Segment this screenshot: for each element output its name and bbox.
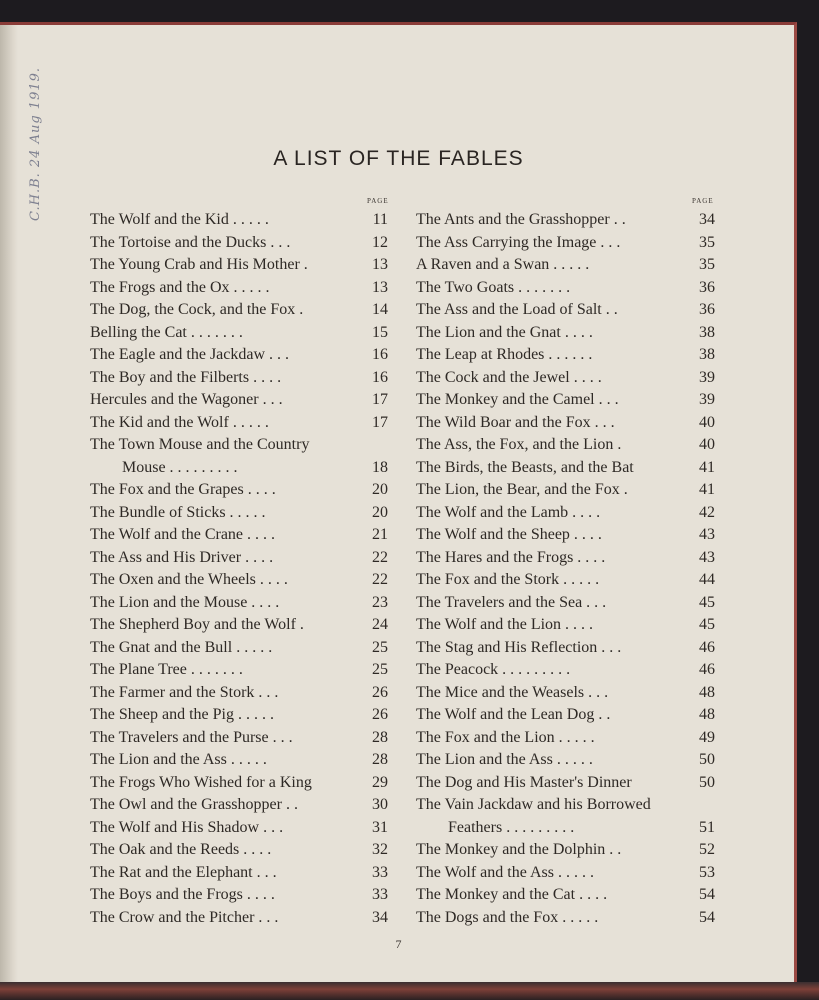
fable-page-number: 36: [699, 278, 715, 296]
fable-page-number: 35: [699, 256, 715, 273]
fable-page-number: 42: [699, 503, 715, 521]
fable-page-number: 51: [699, 818, 715, 836]
fable-entry: [90, 457, 388, 480]
fable-entry: [90, 524, 388, 547]
fable-title: The Oak and the Reeds . . . .: [90, 841, 272, 858]
fable-entry: [416, 277, 715, 300]
fable-title: The Wild Boar and the Fox . . .: [416, 413, 615, 431]
fable-entry: [90, 749, 388, 772]
fable-page-number: 18: [372, 458, 388, 476]
fable-page-number: 54: [699, 886, 715, 903]
book-page: [0, 22, 797, 982]
fable-page-number: 13: [372, 256, 388, 273]
fable-title: The Boy and the Filberts . . . .: [90, 368, 282, 386]
fable-entry: [416, 367, 715, 390]
fable-page-number: 26: [372, 706, 388, 723]
fable-page-number: 31: [372, 818, 388, 836]
fable-entry: [416, 569, 715, 592]
fable-page-number: 30: [372, 796, 388, 813]
fable-title: The Dog, the Cock, and the Fox .: [90, 301, 304, 318]
fable-title: The Monkey and the Camel . . .: [416, 391, 619, 408]
page-title: A LIST OF THE FABLES: [273, 147, 524, 170]
fable-entry: [416, 749, 715, 772]
fable-entry: [90, 569, 388, 592]
fable-entry: [416, 884, 715, 907]
fable-entry: [416, 479, 715, 502]
fable-page-number: 50: [699, 773, 715, 791]
fable-page-number: 44: [699, 571, 715, 588]
handwritten-inscription: C.H.B. 24 Aug 1919.: [28, 66, 43, 221]
fable-page-number: 35: [699, 233, 715, 251]
fable-entry: [416, 704, 715, 727]
fable-entry: [90, 299, 388, 322]
fable-entry: [90, 592, 388, 615]
fable-title: The Wolf and the Ass . . . . .: [416, 863, 594, 881]
fable-title: The Shepherd Boy and the Wolf .: [90, 616, 304, 633]
fable-page-number: 21: [372, 526, 388, 543]
fable-entry: [416, 232, 715, 255]
fable-entry: [416, 817, 715, 840]
fable-title: The Lion and the Gnat . . . .: [416, 323, 593, 341]
fable-page-number: 43: [699, 548, 715, 566]
fable-title: The Wolf and the Sheep . . . .: [416, 526, 602, 543]
fable-entry: [90, 682, 388, 705]
fable-title: The Lion and the Ass . . . . .: [416, 751, 593, 768]
left-fable-column: [90, 209, 388, 929]
fable-page-number: 14: [372, 301, 388, 318]
fable-title: The Stag and His Reflection . . .: [416, 638, 622, 656]
fable-page-number: 16: [372, 346, 388, 363]
fable-page-number: 25: [372, 661, 388, 678]
fable-entry: [90, 547, 388, 570]
fable-entry: [90, 254, 388, 277]
fable-entry: [90, 389, 388, 412]
fable-title: The Crow and the Pitcher . . .: [90, 908, 279, 926]
fable-page-number: 48: [699, 706, 715, 723]
fable-entry: [416, 299, 715, 322]
fable-entry: [416, 682, 715, 705]
fable-page-number: 46: [699, 661, 715, 678]
fable-page-number: 48: [699, 683, 715, 701]
fable-title: The Plane Tree . . . . . . .: [90, 661, 243, 678]
fable-entry: [416, 434, 715, 457]
fable-title: The Sheep and the Pig . . . . .: [90, 706, 274, 723]
fable-title: The Monkey and the Cat . . . .: [416, 886, 608, 903]
fable-entry: [416, 344, 715, 367]
fable-entry: [416, 592, 715, 615]
fable-page-number: 25: [372, 638, 388, 656]
fable-entry: [90, 772, 388, 795]
left-page-header: PAGE: [367, 197, 389, 205]
fable-page-number: 13: [372, 278, 388, 296]
fable-page-number: 20: [372, 503, 388, 521]
fable-title: The Ass Carrying the Image . . .: [416, 233, 621, 251]
fable-title: The Peacock . . . . . . . . .: [416, 661, 571, 678]
fable-title: The Travelers and the Purse . . .: [90, 728, 293, 746]
fable-title: The Cock and the Jewel . . . .: [416, 368, 602, 386]
fable-title: The Vain Jackdaw and his Borrowed: [416, 796, 651, 813]
fable-title: The Ass and the Load of Salt . .: [416, 301, 618, 318]
fable-entry: [90, 839, 388, 862]
fable-entry: [90, 232, 388, 255]
fable-page-number: 45: [699, 593, 715, 611]
fable-title: The Wolf and the Lion . . . .: [416, 616, 594, 633]
fable-page-number: 53: [699, 863, 715, 881]
fable-title: Belling the Cat . . . . . . .: [90, 323, 243, 341]
fable-title: The Lion and the Mouse . . . .: [90, 593, 280, 611]
fable-title: The Town Mouse and the Country: [90, 436, 310, 453]
fable-title: The Lion, the Bear, and the Fox .: [416, 481, 628, 498]
fable-page-number: 52: [699, 841, 715, 858]
fable-page-number: 33: [372, 886, 388, 903]
fable-page-number: 24: [372, 616, 388, 633]
fable-entry: [90, 502, 388, 525]
fable-entry: [416, 322, 715, 345]
fable-page-number: 28: [372, 728, 388, 746]
fable-title: The Ants and the Grasshopper . .: [416, 211, 626, 228]
fable-entry: [416, 502, 715, 525]
fable-title: The Wolf and the Crane . . . .: [90, 526, 276, 543]
fable-page-number: 54: [699, 908, 715, 926]
fable-title: The Monkey and the Dolphin . .: [416, 841, 622, 858]
fable-entry: [90, 277, 388, 300]
fable-entry: [90, 817, 388, 840]
fable-title: The Young Crab and His Mother .: [90, 256, 308, 273]
fable-entry: [90, 322, 388, 345]
fable-title: The Frogs and the Ox . . . . .: [90, 278, 270, 296]
fable-title: The Two Goats . . . . . . .: [416, 278, 571, 296]
fable-entry: [90, 479, 388, 502]
fable-title: The Fox and the Stork . . . . .: [416, 571, 600, 588]
fable-page-number: 50: [699, 751, 715, 768]
fable-title: The Wolf and His Shadow . . .: [90, 818, 284, 836]
fable-page-number: 29: [372, 773, 388, 791]
fable-title: The Kid and the Wolf . . . . .: [90, 413, 269, 431]
fable-title: The Ass and His Driver . . . .: [90, 548, 274, 566]
fable-page-number: 39: [699, 391, 715, 408]
fable-page-number: 40: [699, 413, 715, 431]
fable-entry: [416, 209, 715, 232]
fable-entry: [416, 862, 715, 885]
fable-page-number: 34: [372, 908, 388, 926]
fable-entry: [416, 907, 715, 930]
fable-entry: [90, 412, 388, 435]
fable-title: The Dog and His Master's Dinner: [416, 773, 632, 791]
fable-entry: [416, 614, 715, 637]
fable-entry: [90, 614, 388, 637]
fable-entry: [416, 637, 715, 660]
fable-page-number: 34: [699, 211, 715, 228]
fable-title: The Dogs and the Fox . . . . .: [416, 908, 599, 926]
fable-title: The Hares and the Frogs . . . .: [416, 548, 606, 566]
fable-page-number: 38: [699, 323, 715, 341]
fable-entry: [416, 727, 715, 750]
fable-page-number: 28: [372, 751, 388, 768]
fable-page-number: 43: [699, 526, 715, 543]
fable-page-number: 17: [372, 413, 388, 431]
fable-entry: [90, 344, 388, 367]
fable-page-number: 22: [372, 548, 388, 566]
fable-page-number: 41: [699, 458, 715, 476]
fable-page-number: 22: [372, 571, 388, 588]
fable-entry: [90, 907, 388, 930]
right-page-header: PAGE: [692, 197, 714, 205]
fable-title: The Fox and the Grapes . . . .: [90, 481, 276, 498]
fable-entry: [416, 254, 715, 277]
fable-page-number: 45: [699, 616, 715, 633]
fable-title: The Farmer and the Stork . . .: [90, 683, 279, 701]
fable-title: The Travelers and the Sea . . .: [416, 593, 607, 611]
fable-title: Mouse . . . . . . . . .: [122, 458, 238, 476]
page-number: 7: [395, 937, 402, 951]
fable-page-number: 49: [699, 728, 715, 746]
fable-page-number: 11: [372, 211, 388, 228]
fable-entry: [90, 884, 388, 907]
fable-page-number: 32: [372, 841, 388, 858]
right-fable-column: [416, 209, 715, 929]
fable-title: The Tortoise and the Ducks . . .: [90, 233, 291, 251]
book-bottom-edge: [0, 982, 819, 1000]
fable-page-number: 20: [372, 481, 388, 498]
fable-title: The Oxen and the Wheels . . . .: [90, 571, 288, 588]
fable-entry: [416, 412, 715, 435]
fable-entry: [416, 547, 715, 570]
fable-title: The Eagle and the Jackdaw . . .: [90, 346, 290, 363]
fable-entry: [416, 457, 715, 480]
fable-title: A Raven and a Swan . . . . .: [416, 256, 590, 273]
fable-entry: [90, 434, 388, 457]
fable-title: The Frogs Who Wished for a King: [90, 773, 312, 791]
fable-entry: [90, 637, 388, 660]
fable-entry: [90, 367, 388, 390]
fable-title: The Ass, the Fox, and the Lion .: [416, 436, 622, 453]
fable-entry: [416, 794, 715, 817]
fable-title: The Birds, the Beasts, and the Bat: [416, 458, 634, 476]
fable-entry: [90, 209, 388, 232]
fable-title: The Bundle of Sticks . . . . .: [90, 503, 266, 521]
fable-entry: [416, 524, 715, 547]
fable-entry: [416, 389, 715, 412]
fable-page-number: 38: [699, 346, 715, 363]
fable-page-number: 46: [699, 638, 715, 656]
fable-page-number: 17: [372, 391, 388, 408]
fable-entry: [90, 727, 388, 750]
fable-entry: [416, 839, 715, 862]
fable-title: Feathers . . . . . . . . .: [448, 818, 575, 836]
fable-title: The Mice and the Weasels . . .: [416, 683, 609, 701]
fable-entry: [90, 659, 388, 682]
fable-title: The Wolf and the Lean Dog . .: [416, 706, 611, 723]
fable-title: The Wolf and the Lamb . . . .: [416, 503, 601, 521]
fable-page-number: 41: [699, 481, 715, 498]
fable-page-number: 36: [699, 301, 715, 318]
fable-page-number: 16: [372, 368, 388, 386]
fable-page-number: 23: [372, 593, 388, 611]
fable-entry: [90, 862, 388, 885]
fable-page-number: 12: [372, 233, 388, 251]
fable-title: The Wolf and the Kid . . . . .: [90, 211, 269, 228]
fable-page-number: 39: [699, 368, 715, 386]
fable-page-number: 33: [372, 863, 388, 881]
fable-title: The Owl and the Grasshopper . .: [90, 796, 298, 813]
fable-title: The Gnat and the Bull . . . . .: [90, 638, 273, 656]
fable-entry: [90, 794, 388, 817]
fable-entry: [416, 772, 715, 795]
fable-title: The Leap at Rhodes . . . . . .: [416, 346, 593, 363]
fable-page-number: 26: [372, 683, 388, 701]
fable-page-number: 15: [372, 323, 388, 341]
fable-title: The Boys and the Frogs . . . .: [90, 886, 275, 903]
fable-page-number: 40: [699, 436, 715, 453]
fable-title: The Fox and the Lion . . . . .: [416, 728, 595, 746]
fable-entry: [90, 704, 388, 727]
fable-entry: [416, 659, 715, 682]
fable-title: Hercules and the Wagoner . . .: [90, 391, 283, 408]
fable-title: The Lion and the Ass . . . . .: [90, 751, 267, 768]
fable-title: The Rat and the Elephant . . .: [90, 863, 277, 881]
